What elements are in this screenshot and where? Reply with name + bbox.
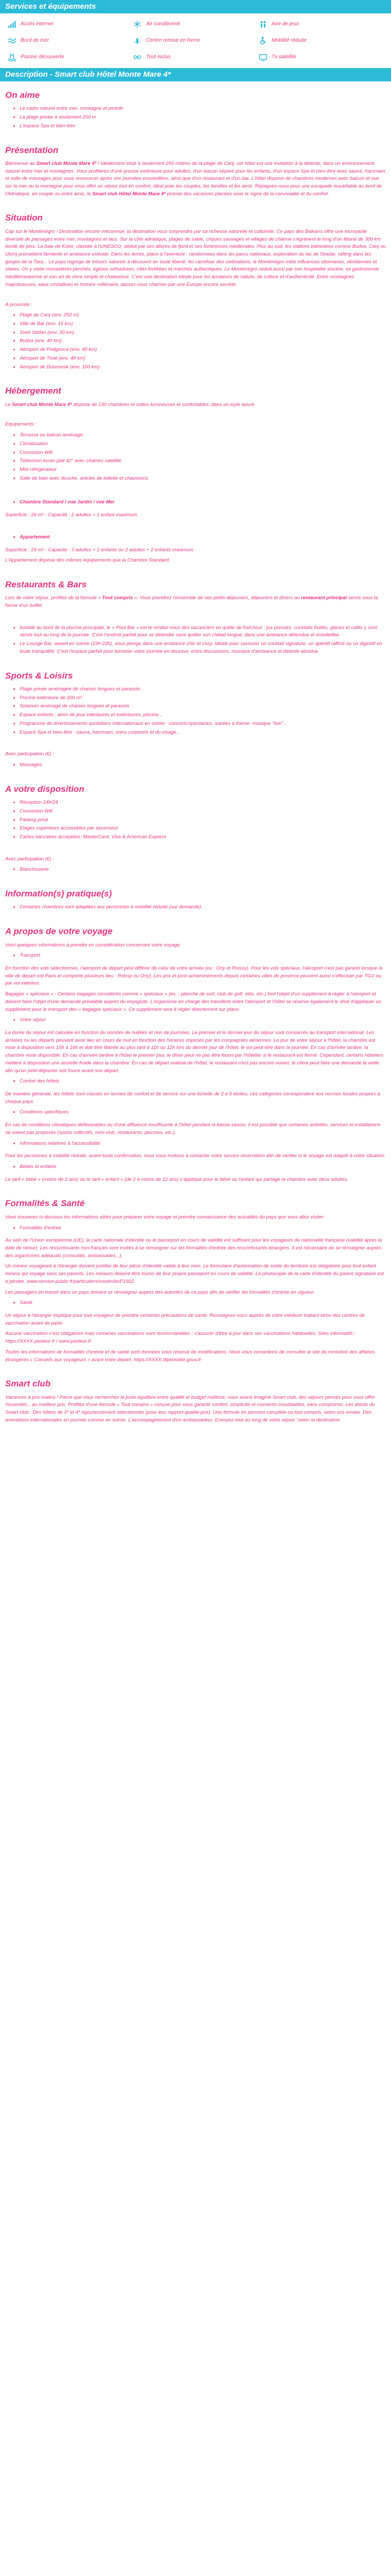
equipement-item: • Climatisation [20, 440, 386, 448]
hebergement-text: Le Smart club Monte Mare 4* dispose de 130 chambres et suites lumineuses et confortables, dans un style épuré. [5, 401, 256, 408]
list-item: • La plage privée à seulement 250 m [20, 114, 386, 122]
distance-list [5, 312, 386, 371]
equipement-item: • Connexion Wifi [20, 449, 386, 457]
all-inclusive-icon [133, 53, 142, 62]
formalites-entree-head: • Formalités d'entrée [20, 1225, 386, 1232]
section-title-informations: Information(s) pratique(s) [5, 889, 112, 899]
service-item [7, 35, 133, 46]
equipement-item: • Mini réfrigérateur [20, 466, 386, 474]
disposition-item: • Cartes bancaires acceptées: MasterCard, Visa & American Express [20, 834, 386, 841]
service-item [133, 52, 258, 63]
wave-icon [7, 36, 17, 45]
service-item [133, 19, 258, 30]
pmr-text: Pour les personnes à mobilité réduite, avant toute confirmation, nous vous invitons à contacter notre service réservation afin de vérifier si le voyage est adapté à votre situation. [5, 1153, 386, 1159]
equipement-item: • Terrasse ou balcon aménagé [20, 432, 386, 439]
on-aime-list [5, 105, 386, 130]
sport-item: • Espace enfants : aires de jeux intérieures et extérieures, piscine... [20, 711, 386, 719]
disposition-paid-label: Avec participation (€) : [5, 856, 54, 862]
bagages-text: Bagages « spéciaux » : Certains bagages considérés comme « spéciaux » (ex. : planche de surf, club de golf, vélo, etc.) font l'objet d'un supplément à régler à l'aéroport et doivent faire l'objet d'une demande préalable auprès du voyagiste. L'organisme en charge des transferts entre l'aéroport et l'hôtel se réserve également le droit d'appliquer un supplément pour le transport des « bagages spéciaux ». Ce supplément sera à régler directement sur place. [5, 991, 382, 1012]
service-item [258, 52, 384, 63]
room-standard-name: • Chambre Standard / vue Jardin / vue Mer [20, 499, 386, 506]
disposition-paid-list [5, 866, 386, 874]
confort-head: • Confort des hôtels [20, 1078, 386, 1086]
distance-item: • Aéroport de Tivat (env. 48 km) [20, 355, 386, 363]
proximite-label: A proximité : [5, 301, 32, 308]
equipements-list [5, 432, 386, 482]
section-title-smart-club: Smart club [5, 1379, 51, 1389]
service-label: Accès internet [21, 21, 54, 27]
formalites-text-3: Les passagers en transit dans un pays doivent se renseigner auprès des autorités de ce pays afin de vérifier les formalités d'entrée en vigueur. [5, 1289, 315, 1295]
section-title-presentation: Présentation [5, 145, 58, 155]
service-label: Air conditionné [146, 21, 181, 27]
distance-item: • Budva (env. 40 km) [20, 337, 386, 345]
disposition-item: • Etages supérieurs accessibles par ascenseur [20, 825, 386, 833]
sport-item: • Solarium aménagé de chaises longues et parasols [20, 703, 386, 710]
room-appartement-desc: Superficie : 29 m² - Capacité : 3 adultes + 2 enfants ou 2 adultes + 2 enfants maximum [5, 547, 193, 553]
service-item [7, 19, 133, 30]
pool-icon [7, 53, 17, 62]
sante-text-2: Aucune vaccination n'est obligatoire mais certaines vaccinations sont recommandées ; s'assurer d'être à jour dans ses vaccinations habituelles. Sites informatifs : https://XXXX.pasteur.fr / www.pasteur.fr [5, 1331, 356, 1345]
list-item: • L'espace Spa et bien-être [20, 123, 386, 130]
transport-head: • Transport [20, 952, 386, 960]
smart-club-text: Vacances à prix malins ! Parce que vous recherchez la juste équilibre entre qualité et budget maîtrisé, nous avons imaginé Smart club, des séjours pensés pour vous offrir l'essentiel... au meilleur prix. Profitez d'une formule « Tout compris » conçue pour vous garantir confort, simplicité et moments inoubliables, sans compromis. Les atouts du Smart club : Des hôtels de 3* et 4* rigoureusement sélectionnés (pour leur rapport qualité-prix). Une formule en pension complète ou tout compris, selon vos envies. Des animations internationales en journée comme en soirée. L'accompagnement d'un ambassadeur. Envoyez-tout au long de votre séjour "selon la destination. [5, 1394, 375, 1423]
restaurants-text: Lors de votre séjour, profitez de la formule « Tout compris ». Vous prendrez l'ensemble de vos petits-déjeuners, déjeuners et dîners au restaurant principal servis sous la forme d'un buffet. [5, 595, 378, 609]
sport-paid-item: • Massages [20, 761, 386, 769]
service-item [7, 52, 133, 63]
formalites-intro: Vous trouverez ci-dessous les informations utiles pour préparer votre voyage et prendre connaissance des actualités du pays que vous allez visiter. [5, 1214, 325, 1220]
situation-text: Cap sur le Monténégro ! Destination encore méconnue, la destination vous surprendra par sa richesse naturelle et culturelle. Ce pays des Balkans offre une incroyable diversité de paysages entre mer, montagnes et lacs. Sur la côte adriatique, plages de sable, criques sauvages et villages de charme s'égrènent le long d'un littoral de 300 km bordé de pins. La baie de Kotor, classée à l'UNESCO, séduit par ses allures de fjord et ses forteresses médiévales. Plus au sud, les stations balnéaires comme Budva, Canj ou Ulcinj promettent farniente et ambiance estivale. Dans les terres, place à l'aventure : randonnées dans les parcs nationaux, exploration du lac de Skadar, rafting dans les gorges de la Tara... Le pays regorge de trésors naturels à découvrir en toute liberté. Au carrefour des civilisations, le Monténégro mêle influences ottomanes, vénitiennes et slaves. On y visite monastères perchés, églises orthodoxes, cités fortifiées et marchés authentiques. Le Monténégro séduit aussi par son hospitalité sincère, sa gastronomie méditerranéenne et son art de vivre simple et chaleureux. C'est une destination idéale pour les amateurs de nature, de culture et d'authenticité. Entre montagnes majestueuses, eaux cristallines et histoire millénaire, laissez-vous charmer par une Europe encore secrète. [5, 228, 386, 287]
room-appartement-desc2: L'Appartement dispose des mêmes équipements que la Chambre Standard. [5, 557, 170, 564]
tv-icon [258, 53, 268, 62]
sports-list [5, 686, 386, 736]
equipement-item: • Télévision écran plat 42" avec chaînes satellite [20, 457, 386, 465]
sejour-head: • Votre séjour [20, 1016, 386, 1024]
pmr-head: • Informations relatives à l'accessibilité [20, 1140, 386, 1148]
section-title-situation: Situation [5, 213, 43, 223]
snowflake-icon [133, 20, 142, 29]
confort-text: De manière générale, les hôtels sont classés en termes de confort et de service sur une échelle de 2 à 5 étoiles, ces catégories correspondent aux normes locales propres à chaque pays. [5, 1091, 380, 1105]
service-item [133, 35, 258, 46]
distance-item: • Aéroport de Dubrovnik (env. 100 km) [20, 364, 386, 371]
section-title-disposition: A votre disposition [5, 784, 85, 794]
signal-icon [7, 20, 17, 29]
sport-item: • Plage privée aménagée de chaises longues et parasols [20, 686, 386, 693]
equipement-item: • Salle de bain avec douche, articles de toilette et chaussons [20, 475, 386, 483]
services-grid [0, 13, 391, 65]
description-content [0, 89, 391, 1437]
sports-paid-label: Avec participation (€) : [5, 751, 54, 757]
service-item [258, 35, 384, 46]
wheelchair-icon [258, 36, 268, 45]
bebes-text: Le tarif « bébé » (moins de 2 ans) ou le tarif « enfant » (de 2 à moins de 12 ans) s'applique pour le bébé ou l'enfant qui partage la chambre avec deux adultes. [5, 1176, 348, 1182]
climat-text: En cas de conditions climatiques défavorables ou d'une affluence insuffisante à l'hôtel pendant la basse saison, il est possible que certaines activités, services et installations ne soient pas proposés (sports collectifs, mini-club, restaurants, piscines, etc.). [5, 1122, 381, 1136]
service-label: Piscine découverte [21, 54, 64, 60]
service-label: Tv satellite [271, 54, 297, 60]
bebes-head: • Bébés et enfants [20, 1163, 386, 1171]
section-title-sports: Sports & Loisirs [5, 670, 73, 681]
sejour-text: La durée du séjour est calculée en fonction du nombre de nuitées et non de journées. Le premier et le dernier jour du séjour sont consacrés au transport international. Les arrivées ou les départs peuvent avoir lieu en cours de nuit en fonction des horaires imposés par les compagnies aériennes. Le jour de votre séjour à l'hôtel, la chambre est mise à disposition vers 15h à 16h et doit être libérée au plus tard à 11h ou 12h lors du dernier jour de l'hôtel, le vol peut être dans la journée. En cas d'arrivée tardive, la chambre reste disponible. En cas d'arrivée tardive à l'hôtel le premier jour, le dîner peut ne pas être fourni par l'hôtelier si le restaurant est fermé. Cependant, certains hôteliers mettent à disposition une assiette froide dans la chambre. En cas de départ matinal de l'hôtel, le restaurant n'est pas encore ouvert, le client peut faire une demande la veille afin qu'un petit-déjeuner soit fourni avant son départ. [5, 1029, 384, 1074]
list-item: • Le cadre naturel entre mer, montagne et pinède. [20, 105, 386, 113]
sante-text-3: Toutes les informations de formalités d'entrée et de santé sont données sous réserve de modifications. Nous vous conseillons de consulter le site du ministère des affaires étrangères « Conseils aux voyageurs » avant votre départ. https://XXXX.diplomatie.gouv.fr [5, 1349, 375, 1363]
sante-head: • Santé [20, 1299, 386, 1307]
disposition-paid-item: • Blanchisserie [20, 866, 386, 874]
room-standard-desc: Superficie : 26 m² - Capacité : 2 adultes + 1 enfant maximum [5, 512, 137, 518]
service-item [258, 19, 384, 30]
service-label: Aire de jeux [271, 21, 299, 27]
description-band: Description - Smart club Hôtel Monte Mare 4* [0, 68, 391, 81]
sport-item: • Piscine extérieure de 200 m² [20, 694, 386, 702]
section-title-formalites: Formalités & Santé [5, 1198, 85, 1209]
service-label: Mobilité réduite [271, 38, 307, 44]
distance-item: • Aéroport de Podgorica (env. 40 km) [20, 346, 386, 354]
service-label: Bord de mer [21, 38, 50, 44]
disposition-item: • Connexion Wifi [20, 808, 386, 816]
equipements-label: Equipements : [5, 421, 37, 428]
transport-text: En fonction des vols sélectionnés, l'aéroport de départ peut différer de celui de votre arrivée (ex : Orly et Roissy). Pour les vols spéciaux, l'aéroport n'est pas garanti lorsque la ville de départ est Paris et comporte plusieurs lieu : Roissy ou Orly). Les prix et post-acheminements depuis certaines villes de province peuvent aussi s'effectuer par TGV ou par vol intérieur. [5, 965, 383, 987]
room-appartement-name: • Appartement [20, 534, 386, 541]
distance-item: • Ville de Bar (env. 15 km) [20, 320, 386, 328]
section-title-on-aime: On aime [5, 90, 40, 100]
service-label: Tout inclus [146, 54, 171, 60]
distance-item: • Sveti Stefan (env. 30 km) [20, 329, 386, 337]
sports-paid-list [5, 761, 386, 769]
section-title-restaurants: Restaurants & Bars [5, 579, 87, 589]
section-title-hebergement: Hébergement [5, 386, 61, 396]
sport-item: • Programme de divertissements quotidiens internationaux en soirée : concerts/spectacles, soirées à thème, musique "live"... [20, 720, 386, 728]
restaurant-item: • Le Lounge Bar, ouvert en soirée (19h-23h), vous plonge dans une ambiance chic et cosy. Idéale pour savourer un cocktail signature, un apéritif raffiné ou un digestif en toute tranquillité. C'est l'espace parfait pour terminer votre journée en douceur, entre discussions, musique d'ambiance et détente absolue. [20, 640, 386, 655]
disposition-item: • Réception 24h/24 [20, 799, 386, 807]
formalites-text-2: Un mineur voyageant à l'étranger doivent justifier de leur pièce d'identité valide à leur nom. Le formulaire d'autorisation de sortie du territoire est obligatoire pour tout enfant mineur qui voyage sans ses parents. Les mineurs doivent être munis de leur propre passeport en cours de validité. La photocopie de la carte d'identité du parent signataire est à joindre. www.service-public.fr/particuliers/vosdroits/F1922 [5, 1263, 384, 1284]
disposition-list [5, 799, 386, 841]
restaurant-item: • Installé au bord de la piscine principale, le « Pool Bar » est le rendez-vous des vacanciers en quête de fraîcheur : jus pressés, cocktails fruités, glaces et cafés y sont servis tout au long de la journée. C'est l'endroit parfait pour se détendre sans quitter son chiliad longue, dans une ambiance détendue et ensoleillée. [20, 624, 386, 639]
service-label: Centre remise en forme [146, 38, 201, 44]
sante-text-1: Un séjour à l'étranger implique pour tout voyageur de prendre certaines précautions de santé. Renseignez-vous auprès de votre médecin traitant et/ou des centres de vaccination avant de partir. [5, 1313, 365, 1326]
propos-intro: Voici quelques informations à prendre en considération concernant votre voyage. [5, 942, 181, 948]
section-title-propos: A propos de votre voyage [5, 926, 113, 937]
information-item: • Certaines chambres sont adaptées aux personnes à mobilité réduite (sur demande). [20, 904, 386, 911]
formalites-text-1: Au sein de l'Union européenne (UE), la carte nationale d'identité ou le passeport en cours de validité est suffisant pour les voyageurs de nationalité française (validité après la date de retour). Les ressortissants non-français sont invités à se renseigner sur les formalités d'entrée des ressortissants étrangers. Il est nécessaire de se renseigner auprès des organismes adéquats (consulats, ambassades...). [5, 1238, 382, 1259]
restaurants-list [5, 624, 386, 656]
sport-item: • Espace Spa et bien-être : sauna, hammam, soins corporels et du visage... [20, 729, 386, 737]
distance-item: • Plage de Canj (env. 250 m) [20, 312, 386, 319]
playground-icon [258, 20, 268, 29]
services-band: Services et équipements [0, 0, 391, 13]
informations-list [5, 904, 386, 911]
climat-head: • Conditions spécifiques [20, 1109, 386, 1116]
presentation-text: Bienvenue au Smart club Monte Mare 4* ! Idéalement situé à seulement 250 mètres de la plage de Canj, cet hôtel est une invitation à la détente, dans un environnement naturel entre mer et montagnes. Vous profiterez d'une piscine extérieure pour adultes, d'un bassin séparé pour les enfants, d'un espace Spa et bien-être avec sauna, hammam et salle de massages pour vous ressourcer après vos journées ensoleillées, ainsi que d'un restaurant et d'un bar. L'hôtel dispose de chambres modernes avec balcon et vue sur la mer ou la montagne pour vous offrir un séjour tout en confort, idéal pour les couples, les familles et les amis. Rejoignez-nous pour une escapade inoubliable au bord de l'Adriatique, en couple ou entre amis, le Smart club Hôtel Monte Mare 4* promet des vacances placées sous le signe de la convivialité et du confort. [5, 160, 385, 197]
disposition-item: • Parking privé [20, 817, 386, 824]
spa-icon [133, 36, 142, 45]
